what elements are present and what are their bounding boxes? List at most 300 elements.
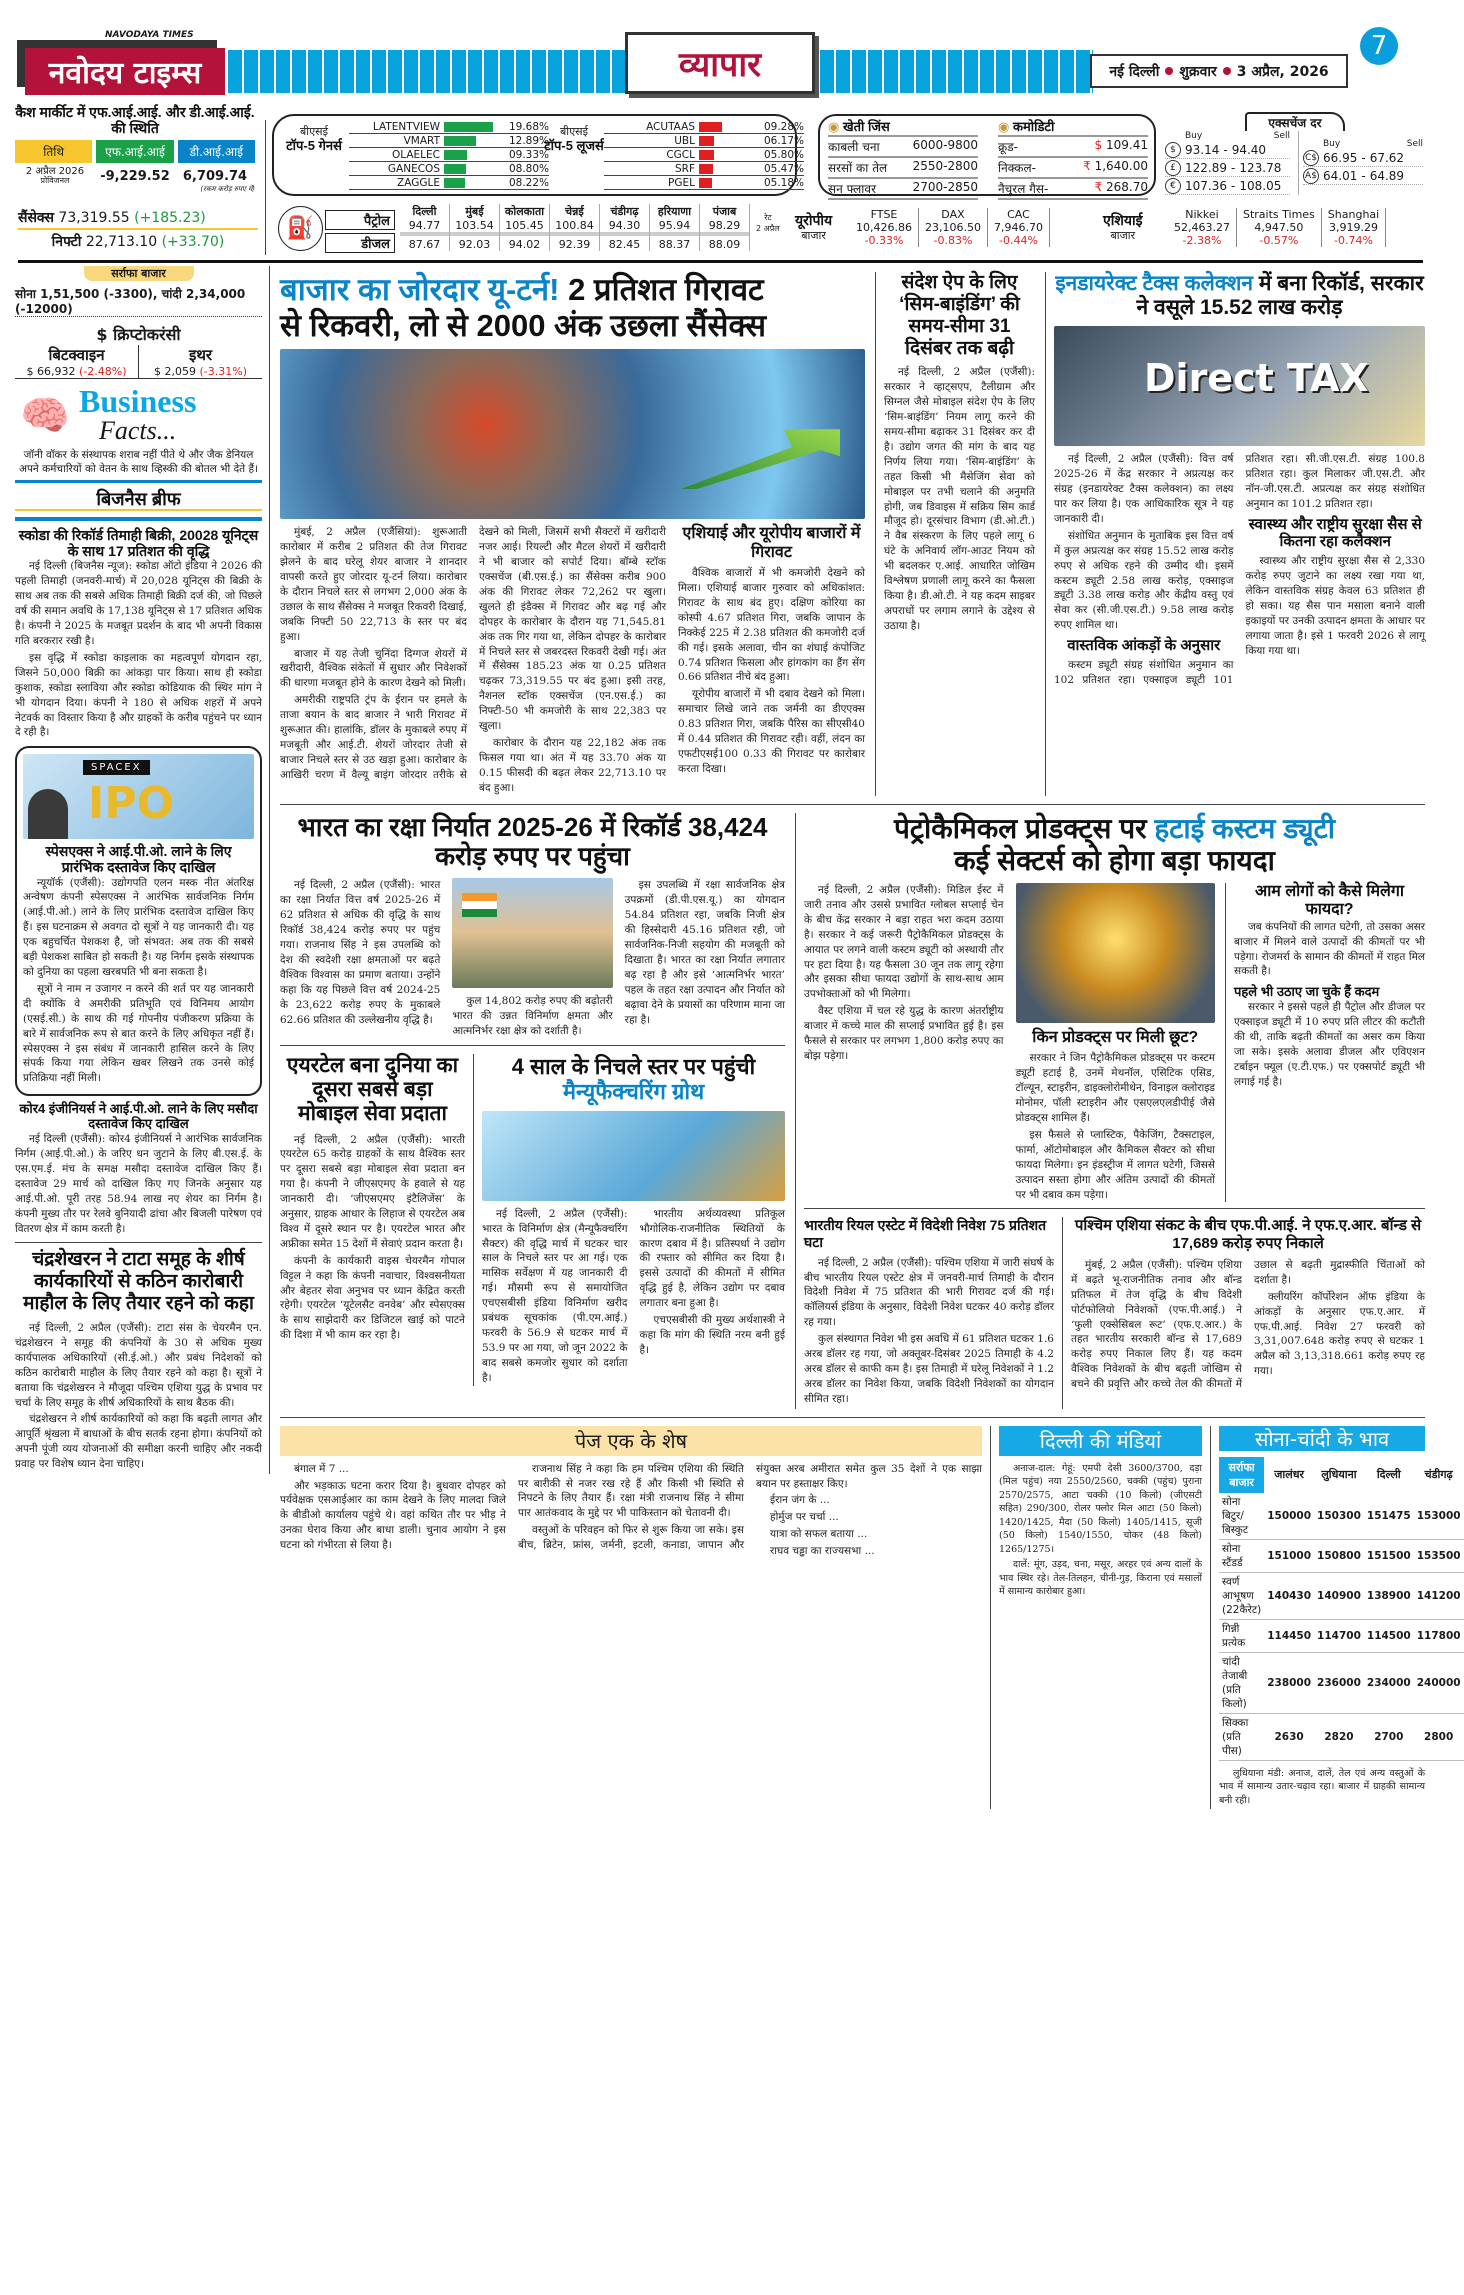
- index-value: 3,919.29: [1329, 221, 1378, 234]
- paragraph: नई दिल्ली, 2 अप्रैल (एजैंसी): पश्चिम एशिया में जारी संघर्ष के बीच भारतीय रियल एस्टेट क्षेत्र में जनवरी-मार्च तिमाही के दौरान विदेशी निवेश में 75 प्रतिशत की भारी गिरावट दर्ज की गई। कॉलियर्स इंडिया के अनुसार, विदेशी निवेश घटकर 40 करोड़ डॉलर रह गया।: [804, 1256, 1054, 1329]
- agri-title-text: खेती जिंस: [842, 119, 890, 134]
- gainers-list: [349, 120, 549, 190]
- nifty-label: निफ्टी: [51, 234, 82, 250]
- petro-products-body: [1016, 1051, 1216, 1202]
- paragraph: सूत्रों ने नाम न उजागर न करने की शर्त पर यह जानकारी दी क्योंकि वे अमरीकी प्रतिभूति एवं विनिमय आयोग (एसई.सी.) के साथ की गई गोपनीय पंजीकरण प्रक्रिया के बारे में सार्वजनिक रूप से बात करने के लिए अधिकृत नहीं हैं। स्पेसएक्स ने इस संबंध में जानकारी हासिल करने के लिए संपर्क किया गया लेकिन खबर लिखने तक उनसे कोई प्रतिक्रिया नहीं मिली।: [23, 982, 254, 1085]
- change-pct: 06.17%: [763, 134, 804, 147]
- city-name: मुंबई: [465, 205, 484, 218]
- rate-label: रेट: [764, 213, 772, 222]
- bullion-row: [1219, 1619, 1464, 1652]
- price-cell: 2820: [1314, 1713, 1364, 1760]
- paragraph: इस फैसले से प्लास्टिक, पैकेजिंग, टैक्सटाइल, फार्मा, ऑटोमोबाइल और कैमिकल सैक्टर को सीधा फायदा मिलेगा। इन इंडस्ट्रीज में लागत घटेगी, जिससे उत्पादन सस्ता होगा और अंतिम उत्पादों की कीमतों पर भी दबाव कम पड़ेगा।: [1015, 1128, 1215, 1201]
- paragraph: क्लीयरिंग कॉर्पोरेशन ऑफ इंडिया के आंकड़ों के अनुसार एफ.ए.आर. में एफ.पी.आई. निवेश 27 फरवरी को 3,31,007.648 करोड़ रुपए से घटकर 1 अप्रैल को 3,13,318.661 करोड़ रुपए रह गया।: [1254, 1290, 1425, 1378]
- business-facts: [15, 385, 262, 446]
- agri-row: [828, 158, 978, 179]
- price-value: 1,640.00: [1094, 158, 1148, 173]
- person-photo: [28, 789, 68, 839]
- row-b-left: [280, 813, 785, 1409]
- currency-icon: €: [1165, 178, 1181, 194]
- index-value: 10,426.86: [856, 221, 912, 234]
- paragraph: नई दिल्ली, 2 अप्रैल (एजैंसी): भारती एयरटेल 65 करोड़ ग्राहकों के साथ वैश्विक स्तर पर दूसरा सबसे बड़ा मोबाइल सेवा प्रदाता बन गया है। कंपनी ने जीएसएमए के हवाले से यह जानकारी दी। ‘जीएसएमए इंटैलिजेंस’ के अनुसार, ग्राहक आधार के लिहाज से एयरटेल अब विश्व में दूसरे स्थान पर है। एयरटेल भारत और अफ्रीका समेत 15 देशों में सेवाएं प्रदान करता है।: [280, 1133, 465, 1250]
- commodity-name: क्रूड-: [998, 139, 1018, 154]
- brief-title: बिजनैस ब्रीफ: [15, 489, 262, 512]
- diesel-price: 94.02: [508, 238, 541, 251]
- market-index: [1322, 208, 1386, 247]
- crypto-title: क्रिप्टोकरंसी: [113, 325, 181, 344]
- core4-article: [15, 1102, 262, 1236]
- commodity-title-text: कमोडिटी: [1012, 119, 1055, 134]
- diesel-price: 82.45: [608, 238, 641, 251]
- fuel-pump-icon: ⛽: [278, 206, 323, 251]
- agri-name: काबली चना: [828, 139, 880, 154]
- exchange-row: [1165, 159, 1290, 177]
- commodity-price: [1095, 138, 1148, 155]
- paragraph: कस्टम ड्यूटी संग्रह संशोधित अनुमान का 102 प्रतिशत रहा। एक्साइज ड्यूटी 101 प्रतिशत रहा। सी.जी.एस.टी. संग्रह 100.8 प्रतिशत रहा। कुल मिलाकर जी.एस.टी. और नॉन-जी.एस.टी. अप्रत्यक्ष कर संग्रह संशोधित अनुमान का 101.2 प्रतिशत रहा।: [1054, 453, 1425, 687]
- mover-row: [604, 134, 804, 148]
- price-cell: 2700: [1364, 1713, 1414, 1760]
- refinery-image: [1016, 883, 1216, 1023]
- fuel-city: [450, 204, 500, 251]
- item-name: स्वर्ण आभूषण (22कैरेट): [1219, 1572, 1264, 1619]
- dateline: [1090, 54, 1348, 88]
- commodity-name: नैचुरल गैस-: [998, 181, 1049, 196]
- paragraph: कुल संस्थागत निवेश भी इस अवधि में 61 प्रतिशत घटकर 1.6 अरब डॉलर रह गया, जो अक्तूबर-दिसंबर 2025 तिमाही के 4.2 अरब डॉलर से काफी कम है। इस तिमाही में घरेलू निवेशकों ने 1.2 अरब डॉलर का निवेश किया, जबकि विदेशी निवेशकों का योगदान सीमित रहा।: [804, 1333, 1054, 1405]
- city-header: जालंधर: [1274, 1468, 1304, 1482]
- paragraph: न्यूयॉर्क (एजैंसी): उद्योगपति एलन मस्क नीत अंतरिक्ष अन्वेषण कंपनी स्पेसएक्स ने आरंभिक सार्वजनिक निर्गम (आई.पी.ओ.) लाने के लिए प्रारंभिक दस्तावेज दाखिल किए हैं। इस घटनाक्रम से अवगत दो सूत्रों ने यह जानकारी दी। यह एक बहुचर्चित पेशकश है, जो संभवत: अब तक की सबसे बड़ी पेशकश साबित हो सकती है। यह निर्गम इसके संस्थापक को दुनिया का पहला खरबपति भी बना सकता है।: [23, 876, 254, 978]
- skoda-article: [15, 527, 262, 740]
- price-cell: 2800: [1414, 1713, 1464, 1760]
- bar-track: [444, 163, 499, 175]
- city-header: लुधियाना: [1321, 1468, 1357, 1482]
- dash: -: [1231, 160, 1236, 175]
- fuel-prices: [400, 204, 750, 251]
- tax-headline: [1054, 272, 1425, 320]
- crypto-box: [15, 323, 262, 379]
- paragraph: अमरीकी राष्ट्रपति ट्रंप के ईरान पर हमले के ताजा बयान के बाद बाजार ने भारी गिरावट में शुरूआत की। हालांकि, डॉलर के मुकाबले रुपए में मजबूती और आई.टी. शेयरों जोरदार तेजी से बाजार निचले स्तर से उठ खड़ा हुआ। कारोबार के आखिरी चरण में वैल्यू बाइंग जोरदार तरीके से देखने को मिली, जिसमें सभी सैक्टरों में खरीदारी नजर आई। रियल्टी और मैटल शेयरों में खरीदारी ने भी बाजार को सपोर्ट दिया। बॉम्बे स्टॉक एक्सचेंज (बी.एस.ई.) का सैंसेक्स करीब 900 अंक की गिरावट लेकर 72,262 पर खुला। खुलते ही इंडैक्स में गिरावट और बढ़ गई और दोपहर के कारोबार के दौरान यह 71,545.81 अंक तक गिर गया था, लेकिन दोपहर के कारोबार में निचले स्तर से जबरदस्त रिकवरी देखी गई। अंत में सैंसेक्स 185.23 अंक या 0.25 प्रतिशत चढ़कर 73,319.55 पर बंद हुआ। इसी तरह, नैशनल स्टॉक एक्सचेंज (एन.एस.ई.) का निफ्टी-50 भी कमजोरी के साथ 22,383 पर खुला।: [280, 526, 666, 781]
- item-name: सोना बिटुर/बिस्कुट: [1219, 1493, 1264, 1540]
- mover-row: [349, 134, 549, 148]
- date: 3 अप्रैल, 2026: [1236, 63, 1329, 80]
- price-cell: 151500: [1364, 1539, 1414, 1572]
- paragraph: संशोधित अनुमान के मुताबिक इस वित्त वर्ष में कुल अप्रत्यक्ष कर संग्रह 15.52 लाख करोड़ रुपए से अधिक रहने की उम्मीद थी। इसमें कस्टम ड्यूटी 2.58 लाख करोड़, एक्साइज ड्यूटी 3.38 लाख करोड़ और केंद्रीय वस्तु एवं सेवा कर (सी.जी.एस.टी.) 9.58 लाख करोड़ रुपए शामिल था।: [1054, 529, 1234, 632]
- fpi-headline: पश्चिम एशिया संकट के बीच एफ.पी.आई. ने एफ.ए.आर. बॉन्ड से 17,689 करोड़ रुपए निकाले: [1074, 1217, 1422, 1252]
- crypto-value: 2,059: [164, 365, 200, 378]
- bullion-row: [1219, 1572, 1464, 1619]
- petro-headline-blue: हटाई कस्टम ड्यूटी: [1154, 812, 1335, 844]
- lead-body-global: [678, 566, 865, 777]
- change-bar: [444, 150, 467, 160]
- sandesh-body: [884, 365, 1035, 633]
- fii-dii-title: कैश मार्कीट में एफ.आई.आई. और डी.आई.आई. की स्थिति: [15, 104, 255, 137]
- losers-label: बीएसई: [559, 125, 589, 138]
- sell-label: Sell: [1273, 131, 1290, 141]
- stock-name: OLAELEC: [392, 148, 440, 161]
- price-cell: 150800: [1314, 1539, 1364, 1572]
- dii-value: 6,709.74: [182, 168, 248, 184]
- index-name: Shanghai: [1327, 208, 1380, 221]
- commodity-price: [1083, 159, 1148, 176]
- change-bar: [699, 178, 712, 188]
- diesel-price: 87.67: [408, 238, 441, 251]
- paragraph: एचएसबीसी की मुख्य अर्थशास्त्री ने कहा कि मांग की स्थिति नरम बनी हुई है।: [639, 1314, 785, 1356]
- stock-name: LATENTVIEW: [372, 120, 440, 133]
- dash: -: [1361, 168, 1366, 183]
- spacex-body: [23, 876, 254, 1087]
- paragraph: अनाज-दाल: गेहूं: एमपी देसी 3600/3700, दड़ा (मिल पहुंच) नया 2550/2560, चक्की (पहुंच) पुराना 2570/2575, आटा चक्की (10 किलो) (जीएसटी सहित) 290/300, रोलर फ्लोर मिल आटा (50 किलो) 1420/1425, मैदा (50 किलो) 1405/1415, सूजी (50 किलो) 1540/1550, चोकर (48 किलो) 1265/1275।: [999, 1462, 1202, 1555]
- currency-icon: ₹: [1094, 179, 1106, 194]
- petrol-label: पैट्रोल: [325, 210, 395, 230]
- bar-track: [699, 121, 754, 133]
- paragraph: लुधियाना मंडी: अनाज, दालें, तेल एवं अन्य वस्तुओं के भाव में सामान्य उतार-चढ़ाव रहा। बाजार में ग्राहकी सामान्य बनी रही।: [1219, 1767, 1425, 1806]
- lead-subhead: एशियाई और यूरोपीय बाजारों में गिरावट: [682, 525, 861, 561]
- airtel-article: [280, 1054, 465, 1385]
- buy-rate: 64.01: [1323, 168, 1358, 183]
- fpi-body: [1071, 1258, 1425, 1392]
- sell-rate: 94.40: [1231, 142, 1267, 157]
- bullion-header-row: [1219, 1457, 1464, 1493]
- fii-value: -9,229.52: [100, 168, 170, 184]
- price-cell: 140430: [1264, 1572, 1314, 1619]
- commodity-title: [998, 120, 1148, 137]
- index-name: DAX: [941, 208, 965, 221]
- brain-head-icon: 🧠: [20, 392, 70, 439]
- crypto-item: [138, 345, 262, 378]
- buy-rate: 93.14: [1185, 142, 1220, 157]
- crypto-change: (-2.48%): [79, 365, 127, 378]
- dash: -: [1231, 178, 1236, 193]
- spacex-headline: स्पेसएक्स ने आई.पी.ओ. लाने के लिए प्रारंभिक दस्तावेज किए दाखिल: [45, 843, 232, 876]
- fii-dii-box: [15, 104, 255, 194]
- exchange-title: एक्सचेंज दर: [1245, 112, 1345, 131]
- amount-note: (रकम करोड़ रुपए में): [200, 184, 255, 193]
- price-cell: 151475: [1364, 1493, 1414, 1540]
- petro-article: [804, 813, 1425, 1210]
- change-pct: 12.89%: [508, 134, 549, 147]
- price-cell: 114700: [1314, 1619, 1364, 1652]
- bullet-icon: [1223, 67, 1231, 75]
- col-fii: एफ.आई.आई: [96, 140, 173, 163]
- change-pct: 05.47%: [763, 162, 804, 175]
- petrol-price: 98.29: [700, 219, 749, 236]
- change-pct: 08.80%: [508, 162, 549, 175]
- sarafa-tag: सर्राफा बाजार: [84, 266, 194, 281]
- sell-rate: 123.78: [1239, 160, 1282, 175]
- crypto-name: बिटक्वाइन: [48, 346, 105, 364]
- paragraph: यूरोपीय बाजारों में भी दबाव देखने को मिला। समाचार लिखे जाने तक जर्मनी का डीएएक्स 0.83 प्रतिशत गिरा, जबकि पैरिस का सीएसी40 में 0.44 प्रतिशत की गिरावट रही। वहीं, लंदन का एफटीएसई100 0.33 की गिरावट पर कारोबार करता दिखा।: [678, 688, 865, 775]
- realestate-body: [804, 1256, 1054, 1407]
- europe-label-2: बाजार: [801, 229, 826, 243]
- crypto-name: इथर: [188, 346, 213, 364]
- paragraph: और भड़काऊ घटना करार दिया है। बुधवार दोपहर को पर्यवेक्षक एसआईआर का काम देखने के लिए मालदा जिले के बीडीओ कार्यालय पहुंचे थे। वहां कथित तौर पर भीड़ ने उनका घेराव किया और बाधा डाली। चुनाव आयोग ने इस घटना को गंभीरता से लिया है।: [280, 1479, 506, 1552]
- bar-track: [699, 163, 754, 175]
- mfg-headline-blue: मैन्यूफैक्चरिंग ग्रोथ: [562, 1079, 705, 1105]
- agri-price: 6000-9800: [912, 137, 978, 152]
- petrol-price: 94.77: [400, 219, 449, 236]
- exchange-row: [1303, 167, 1423, 185]
- commodity-name: निक्कल-: [998, 160, 1036, 175]
- skoda-body: [15, 559, 262, 740]
- paragraph: नई दिल्ली, 2 अप्रैल (एजैंसी): वित्त वर्ष 2025-26 में केंद्र सरकार ने अप्रत्यक्ष कर संग्रह (इनडायरेक्ट टैक्स कलेक्शन) का लक्ष्य पार कर लिया है। एक आधिकारिक सूत्र ने यह जानकारी दी।: [1054, 453, 1234, 525]
- fuel-city: [500, 204, 550, 251]
- currency-icon: £: [1165, 160, 1181, 176]
- city-name: कोलकाता: [504, 205, 545, 218]
- index-name: Straits Times: [1242, 208, 1315, 221]
- index-change: -0.44%: [999, 234, 1038, 247]
- agri-row: [828, 137, 978, 158]
- index-value: 23,106.50: [924, 221, 981, 234]
- top-movers-box: [272, 114, 804, 196]
- fuel-city: [400, 204, 450, 251]
- item-name: गिन्नी प्रत्येक: [1219, 1619, 1264, 1652]
- delhi-mandi-body: [999, 1462, 1202, 1599]
- paragraph: इस वृद्धि में स्कोडा काइलाक का महत्वपूर्ण योगदान रहा, जिसने 50,000 बिक्री का आंकड़ा पार किया। साथ ही स्कोडा कुशाक, स्कोडा स्लाविया और स्कोडा कोडियाक की स्थिर मांग ने भी योगदान दिया। कंपनी ने 180 से अधिक शहरों में अपने नेटवर्क का विस्तार किया है और ग्राहकों के करीब पहुंचने पर ध्यान दे रही है।: [15, 651, 262, 739]
- sensex-change: (+185.23): [134, 210, 206, 226]
- commodity-list: [998, 137, 1148, 200]
- col-date: तिथि: [15, 140, 92, 163]
- tata-article: [15, 1242, 262, 1472]
- petro-subhead: किन प्रोडक्ट्स पर मिली छूट?: [1032, 1028, 1199, 1046]
- asia-label: [1103, 212, 1143, 243]
- col-dii: डी.आई.आई: [178, 140, 255, 163]
- market-index: [1237, 208, 1322, 247]
- change-bar: [444, 178, 465, 188]
- paragraph: नई दिल्ली, 2 अप्रैल (एजैंसी): सरकार ने व्हाट्सएप, टैलीग्राम और सिग्नल जैसे मोबाइल संदेश ऐप के लिए ‘सिम-बाइंडिंग’ नियम लागू करने की समय-सीमा बढ़ाकर 31 दिसंबर कर दी है। उद्योग जगत की मांग के बाद यह निर्णय लिया गया। ‘सिम-बाइंडिंग’ के तहत किसी भी मैसेजिंग सेवा को मोबाइल पर तभी चलाने की अनुमति होगी, जब डिवाइस में सक्रिय सिम कार्ड मौजूद हो। दूरसंचार विभाग (डी.ओ.टी.) ने वैब संस्करण के लिए पहले लागू 6 घंटे के अनिवार्य लॉग-आउट नियम को भी बदलकर ए.आई. आधारित जोखिम विश्लेषण प्रणाली लागू करने का फैसला किया है। डी.ओ.टी. ने यह कदम साइबर अपराधों पर लगाम लगाने के उद्देश्य से उठाया है।: [884, 366, 1035, 632]
- paragraph: कुल 14,802 करोड़ रुपए की बढ़ोतरी भारत की उन्नत विनिर्माण क्षमता और आत्मनिर्भर रक्षा क्षेत्र को दर्शाती है।: [452, 995, 613, 1038]
- lead-headline-part1: 2 प्रतिशत गिरावट: [568, 272, 764, 307]
- rate-date: 2 अप्रैल: [756, 224, 780, 233]
- bar-track: [699, 149, 754, 161]
- mfg-headline-black: 4 साल के निचले स्तर पर पहुंची: [511, 1054, 756, 1080]
- tata-headline: चंद्रशेखरन ने टाटा समूह के शीर्ष कार्यकारियों से कठिन कारोबारी माहौल के लिए तैयार रहने को कहा: [23, 1249, 254, 1315]
- index-value: 7,946.70: [993, 221, 1043, 234]
- defence-body: [280, 878, 785, 1039]
- paragraph: मुंबई, 2 अप्रैल (एजैंसी): पश्चिम एशिया में बढ़ते भू-राजनीतिक तनाव और बॉन्ड प्रतिफल में तेज वृद्धि के बीच विदेशी पोर्टफोलियो निवेशकों (एफ.पी.आई.) ने ‘फुली एक्सेसिबल रूट’ (एफ.ए.आर.) के तहत भारतीय सरकारी बॉन्ड से 17,689 करोड़ रुपए निकाल लिए हैं। यह कदम वैश्विक निवेशकों के बीच बढ़ती जोखिम से बचने की प्रवृत्ति और कच्चे तेल की कीमतों में उछाल से बढ़ती मुद्रास्फीति चिंताओं को दर्शाता है।: [1071, 1258, 1425, 1391]
- ipo-text: IPO: [88, 778, 175, 830]
- paragraph: कारोबार के दौरान यह 22,182 अंक तक फिसल गया था। अंत में यह 33.70 अंक या 0.15 फीसदी की बढ़त लेकर 22,713.10 पर बंद हुआ।: [479, 736, 666, 794]
- delhi-mandi-title: दिल्ली की मंडियां: [999, 1426, 1202, 1456]
- market-index: [1168, 208, 1237, 247]
- exchange-box: [1165, 112, 1425, 195]
- exchange-row: [1165, 177, 1290, 195]
- price-cell: 114500: [1364, 1619, 1414, 1652]
- commodity-icon: ◉: [998, 119, 1010, 134]
- sandesh-article: [875, 272, 1035, 796]
- paragraph: चंद्रशेखरन ने शीर्ष कार्यकारियों को कहा कि बढ़ती लागत और आपूर्ति श्रृंखला में बाधाओं के बीच सतर्क रहना होगा। कंपनियों को अपनी पूंजी व्यय योजनाओं की समीक्षा करनी चाहिए और नकदी प्रवाह पर विशेष ध्यान देना चाहिए।: [15, 1413, 262, 1471]
- stock-name: ZAGGLE: [397, 176, 440, 189]
- crypto-price: [139, 365, 262, 378]
- sell-rate: 64.89: [1369, 168, 1405, 183]
- bull-market-image: [280, 349, 865, 519]
- price-value: 109.41: [1106, 137, 1148, 152]
- paragraph: दालें: मूंग, उड़द, चना, मसूर, अरहर एवं अन्य दालों के भाव स्थिर रहे। तेल-तिलहन, चीनी-गुड़, किराना एवं मसालों में सामान्य कारोबार हुआ।: [999, 1559, 1202, 1598]
- index-name: Nikkei: [1185, 208, 1219, 221]
- buy-rate: 122.89: [1185, 160, 1227, 175]
- paragraph: मुंबई, 2 अप्रैल (एजैंसियां): शुरूआती कारोबार में करीब 2 प्रतिशत की तेज गिरावट झेलने के बाद घरेलू शेयर बाजार ने शानदार वापसी करते हुए जोरदार यू-टर्न लिया। कारोबार के दौरान निचले स्तर से लगभग 2,000 अंक के उछाल के साथ सैंसेक्स ने मजबूत रिकवरी दिखाई, जबकि निफ्टी 50 22,713 के स्तर पर बंद हुआ।: [280, 526, 467, 643]
- petro-side-body-2: [1234, 1000, 1425, 1089]
- fuel-city: [700, 204, 750, 251]
- mover-row: [604, 176, 804, 190]
- bullion-notes: [1219, 1767, 1425, 1807]
- bullet-icon: [1165, 67, 1173, 75]
- gainers-label: बीएसई: [299, 125, 329, 138]
- petrol-price: 103.54: [450, 219, 499, 236]
- mover-row: [604, 148, 804, 162]
- change-pct: 19.68%: [508, 120, 549, 133]
- fuel-city: [650, 204, 700, 251]
- crypto-price: [15, 365, 138, 378]
- city-name: दिल्ली: [412, 205, 437, 218]
- price-cell: 117800: [1414, 1619, 1464, 1652]
- petro-headline-part2: कई सेक्टर्स को होगा बड़ा फायदा: [954, 844, 1275, 876]
- asia-markets: [1168, 208, 1386, 247]
- change-bar: [699, 122, 722, 132]
- petrol-price: 95.94: [650, 219, 699, 236]
- page-one-remainder-body: [280, 1462, 982, 1559]
- tax-body: [1054, 452, 1234, 633]
- paragraph: राघव चड्ढा का राज्यसभा ...: [770, 1545, 875, 1558]
- page-one-remainder-title: पेज एक के शेष: [280, 1426, 982, 1456]
- price-cell: 234000: [1364, 1652, 1414, 1713]
- dollar-icon: $: [96, 325, 108, 344]
- petrol-price: 94.30: [600, 219, 649, 236]
- fuel-city: [550, 204, 600, 251]
- paragraph: वैश्विक बाजारों में भी कमजोरी देखने को मिला। एशियाई बाजार गुरुवार को अधिकांशत: गिरावट के साथ बंद हुए। दक्षिण कोरिया का कोस्पी 4.67 प्रतिशत गिरा, जबकि जापान के निक्केई 225 में 2.38 प्रतिशत की कमजोरी दर्ज की गई। इसके अलावा, चीन का शंघाई कंपोजिट 0.74 प्रतिशत फिसला और हांगकांग का हैंग सेंग 0.66 प्रतिशत नीचे बंद हुआ।: [678, 567, 865, 684]
- bullion-title: सोना-चांदी के भाव: [1219, 1426, 1425, 1451]
- currency-icon: C$: [1303, 150, 1319, 166]
- spacex-logo-text: SPACEX: [83, 760, 150, 775]
- index-value: 52,463.27: [1174, 221, 1230, 234]
- city-name: हरियाणा: [657, 205, 692, 218]
- indices: [18, 208, 258, 251]
- index-name: FTSE: [870, 208, 898, 221]
- diesel-price: 88.37: [658, 238, 691, 251]
- bullion-table: [1219, 1457, 1464, 1761]
- buy-label: Buy: [1185, 131, 1203, 141]
- core4-headline: कोर4 इंजीनियर्स ने आई.पी.ओ. लाने के लिए मसौदा दस्तावेज किए दाखिल: [19, 1101, 258, 1132]
- lead-columns: [280, 525, 865, 795]
- direct-tax-image-text: Direct TAX: [1144, 356, 1369, 401]
- main-area: [280, 272, 1461, 1809]
- tax-headline-black: में बना रिकॉर्ड, सरकार ने वसूले 15.52 लाख करोड़: [1136, 272, 1424, 320]
- paragraph: यात्रा को सफल बताया ...: [770, 1528, 868, 1541]
- asia-label-2: बाजार: [1110, 229, 1136, 243]
- defence-article: [280, 813, 785, 1047]
- price-cell: 141200: [1414, 1572, 1464, 1619]
- sensex-row: [18, 208, 258, 230]
- paragraph: कंपनी के कार्यकारी वाइस चेयरमैन गोपाल विट्टल ने कहा कि कंपनी नवाचार, विश्वसनीयता और बेहतर सेवा अनुभव पर ध्यान केंद्रित करती रहेगी। एयरटेल ‘यूटेलसैट वनवेब’ और स्पेसएक्स के साथ साझेदारी कर डिजिटल खाई को पाटने की दिशा में भी काम कर रहा है।: [280, 1254, 465, 1342]
- commodity-row: [998, 158, 1148, 179]
- paragraph: बाजार में यह तेजी चुनिंदा दिग्गज शेयरों में खरीदारी, वैश्विक संकेतों में सुधार और निवेशकों की धारणा मजबूत होने के कारण देखने को मिली।: [280, 647, 467, 690]
- stock-name: CGCL: [666, 148, 695, 161]
- price-cell: 2630: [1264, 1713, 1314, 1760]
- lead-headline-blue: बाजार का जोरदार यू-टर्न!: [280, 272, 560, 307]
- currency-icon: $: [1165, 142, 1181, 158]
- diesel-label: डीजल: [325, 233, 395, 253]
- sell-rate: 67.62: [1369, 150, 1405, 165]
- price-cell: 153500: [1414, 1539, 1464, 1572]
- agri-list: [828, 137, 978, 200]
- diesel-price: 92.03: [458, 238, 491, 251]
- market-index: [919, 208, 988, 247]
- nifty-value: 22,713.10: [85, 234, 158, 250]
- price-cell: 140900: [1314, 1572, 1364, 1619]
- buy-rate: 107.36: [1185, 178, 1227, 193]
- price-value: 268.70: [1106, 179, 1148, 194]
- item-name: चांदी तेजाबी (प्रति किलो): [1219, 1652, 1264, 1713]
- agri-row: [828, 179, 978, 200]
- spacex-article: [15, 746, 262, 1096]
- agri-price: 2700-2850: [912, 179, 978, 194]
- paragraph: नई दिल्ली, 2 अप्रैल (एजैंसी): मिडिल ईस्ट में जारी तनाव और उससे प्रभावित ग्लोबल सप्लाई चेन के बीच केंद्र सरकार ने बड़ा राहत भरा कदम उठाया है। सरकार ने कई जरूरी पैट्रोकैमिकल प्रोडक्ट्स के आयात पर लगने वाली कस्टम ड्यूटी को अस्थायी तौर पर हटा दिया है। यह फैसला 30 जून तक लागू रहेगा और इसका सीधा फायदा उद्योगों के साथ-साथ आम उपभोक्ताओं को भी मिलेगा।: [804, 883, 1004, 1001]
- stock-name: PGEL: [668, 176, 695, 189]
- bullion-row: [1219, 1493, 1464, 1540]
- petro-sidebar: [1225, 883, 1425, 1202]
- petrol-price: 100.84: [550, 219, 599, 236]
- change-bar: [444, 164, 466, 174]
- commodity-row: [998, 137, 1148, 158]
- price-cell: 238000: [1264, 1652, 1314, 1713]
- spacex-ipo-image: [23, 754, 254, 839]
- asia-label-1: एशियाई: [1103, 212, 1143, 228]
- india-flag-icon: [462, 893, 497, 917]
- mover-row: [349, 176, 549, 190]
- lead-article: [280, 272, 865, 796]
- bar-track: [444, 177, 499, 189]
- paragraph: नई दिल्ली, 2 अप्रैल (एजैंसी): टाटा संस के चेयरमैन एन. चंद्रशेखरन ने समूह की कंपनियों के 30 से अधिक मुख्य कार्यपालक अधिकारियों (सी.ई.ओ.) और प्रबंध निदेशकों को कठिन कारोबारी माहौल के लिए तैयार रहने को कहा है। सूत्रों ने बताया कि चंद्रशेखरन ने मौजूदा पश्चिम एशिया युद्ध के प्रभाव पर चर्चा के लिए समूह के शीर्ष अधिकारियों के साथ बैठक की।: [15, 1321, 262, 1409]
- change-pct: 09.28%: [763, 120, 804, 133]
- bullion-row: [1219, 1652, 1464, 1713]
- agri-price: 2550-2800: [912, 158, 978, 173]
- paragraph: सरकार ने जिन पैट्रोकैमिकल प्रोडक्ट्स पर कस्टम ड्यूटी हटाई है, उनमें मेथनॉल, एसिटिक एसिड, टॉल्यून, स्टाइरीन, डाइक्लोरोमीथेन, विनाइल क्लोराइड मोनोमर, पॉली स्टाइरीन और एसएलएलडीपीई जैसे प्रोडक्ट्स शामिल हैं।: [1015, 1052, 1215, 1124]
- bar-track: [444, 149, 499, 161]
- airtel-body: [280, 1133, 465, 1344]
- core4-body: [15, 1132, 262, 1236]
- airtel-headline: एयरटेल बना दुनिया का दूसरा सबसे बड़ा मोबाइल सेवा प्रदाता: [286, 1054, 459, 1126]
- manufacturing-image: [482, 1111, 785, 1201]
- agri-name: सन फ्लावर: [828, 181, 876, 196]
- paragraph: नई दिल्ली, 2 अप्रैल (एजैंसी): भारत के विनिर्माण क्षेत्र (मैन्यूफैक्चरिंग सैक्टर) की वृद्धि मार्च में घटकर चार साल के निचले स्तर पर आ गई। एक मासिक सर्वेक्षण में यह जानकारी दी गई। मौसमी रूप से समायोजित एचएसबीसी इंडिया विनिर्माण खरीद प्रबंधक सूचकांक (पी.एम.आई.) फरवरी के 56.9 से घटकर मार्च में 53.9 पर आ गया, जो जून 2022 के बाद सबसे कमजोर सुधार को दर्शाता है।: [482, 1207, 628, 1384]
- bar-track: [444, 121, 499, 133]
- stock-name: ACUTAAS: [646, 120, 695, 133]
- price-cell: 236000: [1314, 1652, 1364, 1713]
- city-header: चंडीगढ़: [1424, 1468, 1453, 1482]
- paragraph: ईरान जंग के ...: [770, 1494, 830, 1507]
- manufacturing-article: [473, 1054, 785, 1385]
- bullion-section: [1210, 1426, 1461, 1809]
- item-name: सिक्का (प्रति पीस): [1219, 1713, 1264, 1760]
- masthead-logo: नवोदय टाइम्स: [25, 48, 225, 95]
- price-cell: 150300: [1314, 1493, 1364, 1540]
- city: नई दिल्ली: [1109, 63, 1160, 80]
- index-change: -0.83%: [933, 234, 973, 247]
- mfg-headline: [482, 1054, 785, 1105]
- paragraph: बंगाल में 7 ...: [294, 1462, 349, 1475]
- rate-note: [756, 212, 780, 234]
- crypto-value: 66,932: [37, 365, 79, 378]
- index-change: -2.38%: [1182, 234, 1222, 247]
- price-cell: 153000: [1414, 1493, 1464, 1540]
- price-cell: 138900: [1364, 1572, 1414, 1619]
- fuel-city: [600, 204, 650, 251]
- dollar-icon: $: [26, 365, 37, 378]
- change-pct: 05.80%: [763, 148, 804, 161]
- tata-body: [15, 1321, 262, 1472]
- petro-headline: [804, 813, 1425, 877]
- dash: -: [1223, 142, 1228, 157]
- lead-headline: [280, 272, 865, 343]
- change-bar: [699, 150, 714, 160]
- facts-title: Business: [79, 383, 197, 419]
